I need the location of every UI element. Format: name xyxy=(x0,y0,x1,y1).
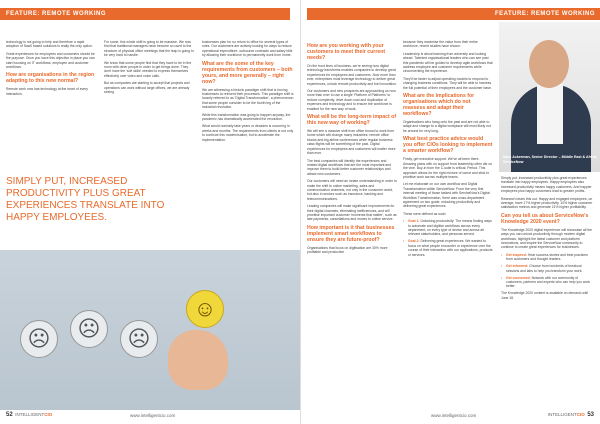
event-list xyxy=(501,253,595,289)
paragraph: For some, this whole shift is going to be massive. We now find that traditional managers have become so used to the structure of physical office meetings that the leap is going to be very hard to handle. xyxy=(104,40,194,58)
paragraph: The Knowledge 2020 digital experience will showcase all the ways you can unlock productivity through modern digital workflows, highlight the latest customer and platform innovations, and inspire the ServiceNow community to continue to create great experiences for businesses. xyxy=(501,227,593,250)
brand-intelligent: INTELLIGENT xyxy=(15,412,45,417)
paragraph: These were defined as such: xyxy=(403,211,447,216)
left-column-2 xyxy=(104,40,194,97)
right-footer-url: www.intelligentcio.com xyxy=(431,413,477,418)
left-column-1 xyxy=(6,40,96,99)
smiley-faces-photo xyxy=(0,250,300,410)
hand-image xyxy=(168,330,228,390)
page-number: 53 xyxy=(587,412,594,418)
question-heading: What best practice advice would you offer CIOs looking to implement a smarter workflow? xyxy=(403,136,493,155)
paragraph: We know that some people find that they have to be in the room with other people in order to get things done. They don't have the 'soft skills' needed to express themselves effectively over video and voice calls. xyxy=(104,60,192,78)
paragraph: Research bears this out. Happy and engaged employees, on average, have 17% higher productivity, 10% higher customer satisfaction metrics and generate 21% higher profitability. xyxy=(501,196,593,210)
paragraph: because they maximise the value from their entire workforce, recent studies have shown. xyxy=(403,40,478,49)
section-header: FEATURE: REMOTE WORKING xyxy=(0,8,290,20)
paragraph: businesses plan for no return to office for several types of roles. Our customers are actively looking for ways to reduce operational expenditure, outsource contracts and salary bills by allowing their workforce to permanently work from home. xyxy=(202,40,293,58)
paragraph: While this transformation was going to happen anyway, the pandemic has dramatically accelerated the revolution. xyxy=(202,112,291,122)
paragraph: Firstly, get executive support. We've all been there. Amazing plans with no support from leadership often die on the vine. Buy-in from the C-suite is critical. Period. This approach allows for the right mixture of carrot and stick to prioritise work across multiple teams. xyxy=(403,157,493,179)
paragraph: Let me elaborate on our own workflow and Digital Transformation within ServiceNow. From the very first internal meeting of those tasked with ServiceNow's Digital Workflow Transformation, there was cross-department agreement on two goals: unlocking productivity and delivering great experiences. xyxy=(403,182,490,209)
right-footer xyxy=(548,412,594,418)
paragraph: Simply put, increased productivity plus great experiences translate into happy employees. Happy employees also increased productivity means happy customers. And happier employees plus happy customers lead to greater profits. xyxy=(501,176,592,194)
question-heading: How important is it that businesses implement smart workflows to ensure they are future-proof? xyxy=(307,224,395,243)
brand-intelligent: INTELLIGENT xyxy=(547,412,577,417)
paragraph: We will see a massive shift from office bound to work from home which will change many industries: remote office blocks and big airline conferences while regular business class flights will be something of the past. Digital experiences for employees and customers will matter more than ever. xyxy=(307,129,396,156)
portrait-photo xyxy=(499,22,600,172)
question-heading: What will be the long-term impact of this new way of working? xyxy=(307,114,397,127)
right-column-3 xyxy=(501,176,595,303)
right-column-2 xyxy=(403,40,493,259)
goals-list xyxy=(403,219,493,257)
pull-quote: SIMPLY PUT, INCREASED PRODUCTIVITY PLUS GREAT EXPERIENCES TRANSLATE INTO HAPPY EMPLOYEES. xyxy=(6,176,165,223)
portrait-shirt xyxy=(537,84,563,144)
paragraph: The Knowledge 2020 content is available on demand until June 18. xyxy=(501,291,588,300)
left-footer-url: www.intelligentcio.com xyxy=(130,413,176,418)
sad-face-icon: ☹ xyxy=(120,320,158,358)
list-item: • Goal 2: Delivering great experiences. We wanted to focus on what people encounter or experience over the course of their interaction with our applications, products or services. xyxy=(403,239,493,257)
sad-face-icon: ☹ xyxy=(70,310,108,348)
page-number: 52 xyxy=(6,412,13,418)
paragraph: They'll be faster to adjust operating models to respond to changing business conditions. They will be able to harness the full potential of their employees and the customer base. xyxy=(403,76,492,90)
question-heading: How are organisations in the region adapting to this new normal? xyxy=(6,72,95,85)
brand-cio: CIO xyxy=(576,412,585,417)
paragraph: Leadership is about learning from adversity and looking ahead. Talented organisational leaders who can see past this pandemic will be guided to develop agile workflows that address employee and customer requirements while circumventing the experience. xyxy=(403,51,493,74)
section-header: FEATURE: REMOTE WORKING xyxy=(307,8,600,20)
paragraph: technology is not going to help and therefore a rapid adoption of SaaS based solutions is really the only option. xyxy=(6,40,93,49)
brand-cio: CIO xyxy=(44,412,53,417)
portrait-head xyxy=(529,40,569,88)
list-item: • Get informed: Choose from hundreds of breakout sessions and labs to help you transform your work. xyxy=(501,264,595,273)
portrait-caption: Mark Ackerman, Senior Director – Middle East & Africa, ServiceNow xyxy=(503,155,598,164)
question-heading: What are the implications for organisations which do not reassess and adapt their workflows? xyxy=(403,93,475,118)
paragraph: On the front lines of business, we're seeing how digital technology transforms enables companies to develop great experiences for employees and customers. Now more than ever, enterprises must leverage technology to deliver great experiences, unlock remote productivity and fuel innovation. xyxy=(307,64,397,86)
question-heading: How are you working with your customers to meet their current needs? xyxy=(307,43,386,61)
question-heading: Can you tell us about ServiceNow's Knowledge 2020 event? xyxy=(501,212,589,225)
paragraph: Remote work now has technology at the heart of every interaction. xyxy=(6,87,88,96)
paragraph: Organisations who hang onto the past and are not able to adapt and change to a digital workplace will most likely not be around for very long. xyxy=(403,120,491,133)
question-heading: What are the some of the key requirements from customers – both yours, and more generally – right now? xyxy=(202,60,293,85)
right-page xyxy=(300,0,600,424)
paragraph: But as companies are starting to accept that projects and operations can work without large offices, we are already seeing xyxy=(104,81,190,95)
right-column-1 xyxy=(307,40,397,258)
left-footer xyxy=(6,412,52,418)
list-item: • Goal 1: Unlocking productivity: The means finding ways to automate and digitise workflows across every department, on every type of device and across all relevant stakeholders, and personas served. xyxy=(403,219,493,237)
paragraph: Our customers and new prospects are approaching us now more than ever to use a single 'Platform of Platforms' to reduce complexity, drive down cost and duplication of expenses and technology and to ensure the workforce is enabled for the new way of work. xyxy=(307,89,396,111)
list-item: • Get connected: Network with our community of customers, partners and experts who can help you work better. xyxy=(501,276,595,289)
happy-face-icon: ☺ xyxy=(186,290,224,328)
paragraph: What would normally take years or decades is occurring in weeks and months. The requirements from clients is not only to continue this modernisation, but to accelerate the implementation. xyxy=(202,124,294,142)
paragraph: Great experiences for employees and customers should be the purpose. Once you have this objective in place you can start focusing on IT workflows, employee and customer workflows. xyxy=(6,51,95,70)
paragraph: The best companies will identify the experiences and related digital workflows that are the most important and improve them to build better customer relationships and attract new customers. xyxy=(307,158,392,176)
list-item: • Get inspired: Hear success stories and best practices from customers and thought leaders. xyxy=(501,253,595,262)
paragraph: Leading companies will make significant improvements for their digital channels, eliminating inefficiencies, and will prioritise important customer 'moments that matter', such as late payments, cancellations and moves to online service. xyxy=(307,204,397,222)
sad-face-icon: ☹ xyxy=(20,320,58,358)
paragraph: Our customers will need an innate understanding in order to make the shift to online marketing, sales and communication channels, not only in the consumer world, but also in sectors such as insurance, banking and telecommunications. xyxy=(307,179,397,201)
paragraph: We are witnessing a historic paradigm shift that is forcing businesses to reinvent their processes. This paradigm shift is loosely referred to as 'Digital Transformation', a phenomenon that some people consider to be the fourth leg of the industrial revolution. xyxy=(202,87,294,110)
left-column-3 xyxy=(202,40,294,145)
paragraph: Organisations that focus on digitisation are 30% more profitable and productive xyxy=(307,245,388,255)
